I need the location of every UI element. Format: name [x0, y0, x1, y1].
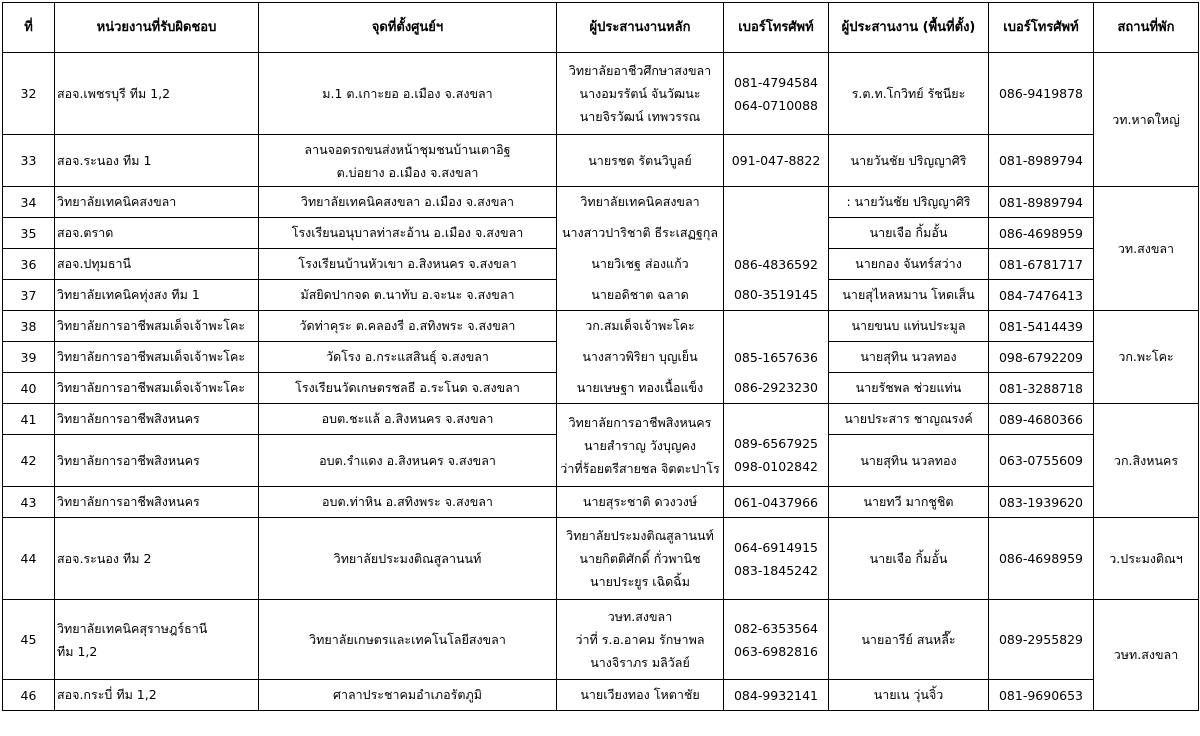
- row-unit: วิทยาลัยการอาชีพสมเด็จเจ้าพะโคะ: [55, 311, 259, 342]
- row-main-coordinator: นายเวียงทอง โหตาชัย: [557, 680, 724, 711]
- table-row: [3, 600, 1199, 680]
- row-site-coordinator: นายอารีย์ สนหลี๊ะ: [829, 600, 989, 680]
- row-unit: สอจ.ปทุมธานี: [55, 249, 259, 280]
- row-main-coordinator: นายสุระชาติ ดวงวงษ์: [557, 487, 724, 518]
- row-site-coordinator: นายกอง จันทร์สว่าง: [829, 249, 989, 280]
- row-site-coordinator: : นายวันชัย ปริญญาศิริ: [829, 187, 989, 218]
- row-unit: [55, 600, 259, 680]
- row-phone-1: [724, 311, 829, 342]
- col-main-coordinator: ผู้ประสานงานหลัก: [557, 3, 724, 53]
- table-row: [3, 249, 1199, 280]
- row-phone-1: 086-2923230: [724, 373, 829, 404]
- row-unit: วิทยาลัยการอาชีพสิงหนคร: [55, 435, 259, 487]
- row-no: 41: [3, 404, 55, 435]
- col-no: ที่: [3, 3, 55, 53]
- row-phone-2: 063-0755609: [989, 435, 1094, 487]
- table-row: [3, 311, 1199, 342]
- table-row: [3, 342, 1199, 373]
- cell-line: ต.บ่อยาง อ.เมือง จ.สงขลา: [336, 164, 479, 180]
- row-unit: สอจ.ระนอง ทีม 1: [55, 135, 259, 187]
- row-phone-1: [724, 404, 829, 487]
- col-phone-2: เบอร์โทรศัพท์: [989, 3, 1094, 53]
- row-phone-1: [724, 518, 829, 600]
- row-unit: สอจ.ตราด: [55, 218, 259, 249]
- row-site-coordinator: นายเจือ กิ้มอั้น: [829, 518, 989, 600]
- row-phone-1: 086-4836592: [724, 249, 829, 280]
- row-unit: วิทยาลัยเทคนิคสงขลา: [55, 187, 259, 218]
- row-lodging: วก.พะโคะ: [1094, 311, 1199, 404]
- row-main-coordinator: นางสาวพิริยา บุญเย็น: [557, 342, 724, 373]
- row-no: 33: [3, 135, 55, 187]
- row-main-coordinator: นายวิเชฐ ส่องแก้ว: [557, 249, 724, 280]
- cell-line: ว่าที่ร้อยตรีสายชล จิตตะปาโร: [560, 460, 720, 476]
- row-location: [259, 135, 557, 187]
- cell-line: ทีม 1,2: [57, 643, 98, 659]
- row-location: มัสยิดปากจด ต.นาทับ อ.จะนะ จ.สงขลา: [259, 280, 557, 311]
- row-phone-1: [724, 218, 829, 249]
- row-unit: สอจ.กระบี่ ทีม 1,2: [55, 680, 259, 711]
- row-no: 46: [3, 680, 55, 711]
- row-phone-2: 086-9419878: [989, 53, 1094, 135]
- table-row: [3, 218, 1199, 249]
- row-lodging: วท.หาดใหญ่: [1094, 53, 1199, 187]
- col-unit: หน่วยงานที่รับผิดชอบ: [55, 3, 259, 53]
- row-location: ศาลาประชาคมอำเภอรัตภูมิ: [259, 680, 557, 711]
- row-phone-2: 083-1939620: [989, 487, 1094, 518]
- row-location: โรงเรียนอนุบาลท่าสะอ้าน อ.เมือง จ.สงขลา: [259, 218, 557, 249]
- cell-line: นายประยูร เฉิดฉิ้ม: [590, 574, 690, 589]
- row-no: 38: [3, 311, 55, 342]
- row-phone-1: [724, 53, 829, 135]
- row-site-coordinator: ร.ต.ท.โกวิทย์ รัชนียะ: [829, 53, 989, 135]
- table-row: [3, 53, 1199, 135]
- cell-line: นายสำราญ วังบุญคง: [583, 437, 697, 453]
- cell-line: นายกิตติศักดิ์ กั่วพานิช: [579, 551, 701, 566]
- cell-line: นายจิรวัฒน์ เทพวรรณ: [579, 109, 701, 124]
- row-phone-2: 084-7476413: [989, 280, 1094, 311]
- row-no: 37: [3, 280, 55, 311]
- row-phone-2: 081-6781717: [989, 249, 1094, 280]
- row-no: 39: [3, 342, 55, 373]
- row-lodging: วท.สงขลา: [1094, 187, 1199, 311]
- row-location: อบต.รำแดง อ.สิงหนคร จ.สงขลา: [259, 435, 557, 487]
- row-unit: วิทยาลัยการอาชีพสิงหนคร: [55, 404, 259, 435]
- cell-line: 083-1845242: [733, 562, 819, 578]
- row-lodging: ว.ประมงติณฯ: [1094, 518, 1199, 600]
- header-row: [3, 3, 1199, 53]
- row-location: อบต.ชะแล้ อ.สิงหนคร จ.สงขลา: [259, 404, 557, 435]
- row-no: 36: [3, 249, 55, 280]
- table-row: [3, 135, 1199, 187]
- table-row: [3, 518, 1199, 600]
- row-unit: วิทยาลัยเทคนิคทุ่งสง ทีม 1: [55, 280, 259, 311]
- col-location: จุดที่ตั้งศูนย์ฯ: [259, 3, 557, 53]
- row-phone-1: 091-047-8822: [724, 135, 829, 187]
- row-phone-2: 089-4680366: [989, 404, 1094, 435]
- row-unit: วิทยาลัยการอาชีพสมเด็จเจ้าพะโคะ: [55, 373, 259, 404]
- cell-line: 082-6353564: [733, 620, 819, 636]
- row-main-coordinator: วิทยาลัยเทคนิคสงขลา: [557, 187, 724, 218]
- row-location: วัดโรง อ.กระแสสินธุ์ จ.สงขลา: [259, 342, 557, 373]
- row-unit: วิทยาลัยการอาชีพสมเด็จเจ้าพะโคะ: [55, 342, 259, 373]
- cell-line: ว่าที่ ร.อ.อาคม รักษาพล: [575, 632, 705, 647]
- row-unit: สอจ.เพชรบุรี ทีม 1,2: [55, 53, 259, 135]
- row-phone-1: 085-1657636: [724, 342, 829, 373]
- row-main-coordinator: [557, 53, 724, 135]
- table-row: [3, 487, 1199, 518]
- row-main-coordinator: [557, 518, 724, 600]
- row-lodging: วก.สิงหนคร: [1094, 404, 1199, 518]
- cell-line: วิทยาลัยประมงติณสูลานนท์: [566, 528, 714, 543]
- row-main-coordinator: [557, 404, 724, 487]
- row-phone-2: 081-8989794: [989, 135, 1094, 187]
- row-phone-1: 080-3519145: [724, 280, 829, 311]
- row-site-coordinator: นายขนบ แท่นประมูล: [829, 311, 989, 342]
- row-phone-1: 084-9932141: [724, 680, 829, 711]
- table-row: [3, 680, 1199, 711]
- row-main-coordinator: [557, 600, 724, 680]
- row-unit: วิทยาลัยการอาชีพสิงหนคร: [55, 487, 259, 518]
- cell-line: 064-6914915: [733, 539, 819, 555]
- row-no: 34: [3, 187, 55, 218]
- row-unit: สอจ.ระนอง ทีม 2: [55, 518, 259, 600]
- col-site-coordinator: ผู้ประสานงาน (พื้นที่ตั้ง): [829, 3, 989, 53]
- row-site-coordinator: นายรัชพล ช่วยแท่น: [829, 373, 989, 404]
- row-site-coordinator: นายเจือ กิ้มอั้น: [829, 218, 989, 249]
- row-phone-2: 098-6792209: [989, 342, 1094, 373]
- table-row: [3, 373, 1199, 404]
- row-main-coordinator: นางสาวปาริชาติ ธีระเสฏฐกุล: [557, 218, 724, 249]
- cell-line: วิทยาลัยอาชีวศึกษาสงขลา: [568, 63, 712, 78]
- cell-line: 063-6982816: [733, 643, 819, 659]
- row-no: 43: [3, 487, 55, 518]
- row-location: ม.1 ต.เกาะยอ อ.เมือง จ.สงขลา: [259, 53, 557, 135]
- cell-line: 081-4794584: [733, 74, 819, 90]
- row-site-coordinator: นายสุทิน นวลทอง: [829, 435, 989, 487]
- row-no: 35: [3, 218, 55, 249]
- row-no: 45: [3, 600, 55, 680]
- row-main-coordinator: นายอดิชาต ฉลาด: [557, 280, 724, 311]
- row-site-coordinator: นายประสาร ชาญณรงค์: [829, 404, 989, 435]
- row-phone-2: 081-3288718: [989, 373, 1094, 404]
- row-site-coordinator: นายเน วุ่นจิ้ว: [829, 680, 989, 711]
- table-row: [3, 187, 1199, 218]
- row-no: 40: [3, 373, 55, 404]
- row-phone-2: 081-9690653: [989, 680, 1094, 711]
- row-location: วัดท่าคุระ ต.คลองรี อ.สทิงพระ จ.สงขลา: [259, 311, 557, 342]
- cell-line: วิทยาลัยการอาชีพสิงหนคร: [568, 414, 712, 430]
- cell-line: นางจิราภร มลิวัลย์: [590, 655, 690, 670]
- row-site-coordinator: นายวันชัย ปริญญาศิริ: [829, 135, 989, 187]
- row-no: 32: [3, 53, 55, 135]
- row-phone-2: 086-4698959: [989, 518, 1094, 600]
- row-site-coordinator: นายสุทิน นวลทอง: [829, 342, 989, 373]
- cell-line: 098-0102842: [733, 459, 819, 474]
- cell-line: นางอมรรัตน์ จันวัฒนะ: [579, 86, 701, 101]
- row-location: วิทยาลัยประมงติณสูลานนท์: [259, 518, 557, 600]
- cell-line: วิทยาลัยเทคนิคสุราษฎร์ธานี: [57, 620, 208, 636]
- row-main-coordinator: วก.สมเด็จเจ้าพะโคะ: [557, 311, 724, 342]
- row-location: วิทยาลัยเกษตรและเทคโนโลยีสงขลา: [259, 600, 557, 680]
- row-phone-2: 081-8989794: [989, 187, 1094, 218]
- row-no: 42: [3, 435, 55, 487]
- coordination-table: [2, 2, 1199, 711]
- row-phone-2: 086-4698959: [989, 218, 1094, 249]
- cell-line: วษท.สงขลา: [607, 609, 673, 624]
- row-location: วิทยาลัยเทคนิคสงขลา อ.เมือง จ.สงขลา: [259, 187, 557, 218]
- cell-line: ลานจอดรถขนส่งหน้าชุมชนบ้านเตาอิฐ: [304, 141, 511, 157]
- row-location: อบต.ท่าหิน อ.สทิงพระ จ.สงขลา: [259, 487, 557, 518]
- cell-line: 064-0710088: [733, 97, 819, 113]
- col-lodging: สถานที่พัก: [1094, 3, 1199, 53]
- table-row: [3, 280, 1199, 311]
- row-location: โรงเรียนบ้านหัวเขา อ.สิงหนคร จ.สงขลา: [259, 249, 557, 280]
- row-phone-2: 089-2955829: [989, 600, 1094, 680]
- row-main-coordinator: นายเษษฐา ทองเนื้อแข็ง: [557, 373, 724, 404]
- row-phone-2: 081-5414439: [989, 311, 1094, 342]
- row-phone-1: 061-0437966: [724, 487, 829, 518]
- cell-line: 089-6567925: [733, 436, 819, 451]
- row-site-coordinator: นายทวี มากชูชิต: [829, 487, 989, 518]
- row-location: โรงเรียนวัดเกษตรชลธี อ.ระโนด จ.สงขลา: [259, 373, 557, 404]
- row-no: 44: [3, 518, 55, 600]
- row-phone-1: [724, 600, 829, 680]
- table-row: [3, 404, 1199, 435]
- col-phone-1: เบอร์โทรศัพท์: [724, 3, 829, 53]
- row-phone-1: [724, 187, 829, 218]
- row-site-coordinator: นายสุไหลหมาน โหดเส็น: [829, 280, 989, 311]
- row-lodging: วษท.สงขลา: [1094, 600, 1199, 711]
- row-main-coordinator: นายรชต รัตนวิบูลย์: [557, 135, 724, 187]
